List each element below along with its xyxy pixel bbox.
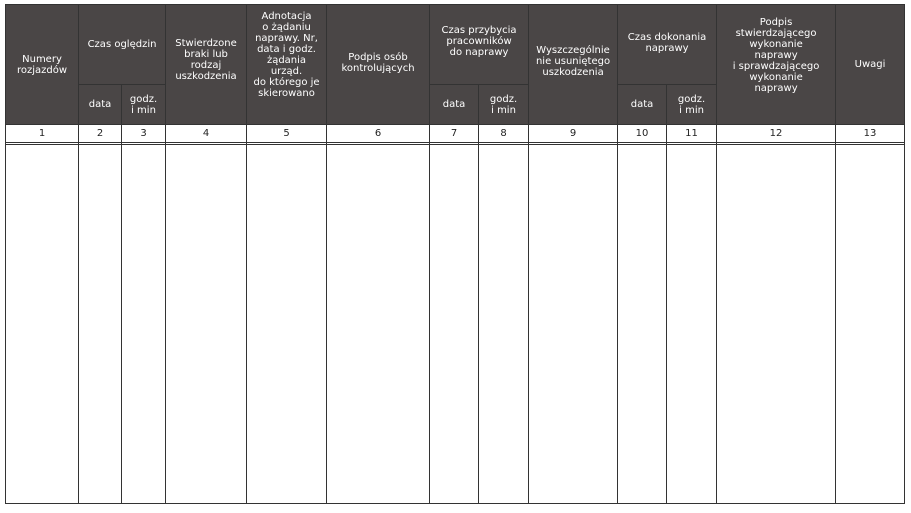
entry-cell-numery-rozjazdow[interactable]: [6, 145, 79, 504]
entry-cell-przybycia-godz[interactable]: [479, 145, 529, 504]
entry-cell-stwierdzone-braki[interactable]: [166, 145, 247, 504]
header-podpis-kontrolujacych: Podpis osób kontrolujących: [327, 5, 430, 125]
header-przybycia-data: data: [430, 85, 479, 125]
inspection-log-table: [5, 4, 905, 504]
column-number: 4: [166, 125, 247, 143]
header-czas-ogledzin: Czas oględzin: [79, 5, 166, 85]
column-number: 10: [618, 125, 667, 143]
header-stwierdzone-braki: Stwierdzone braki lub rodzaj uszkodzenia: [166, 5, 247, 125]
column-number: 3: [122, 125, 166, 143]
header-numery-rozjazdow: Numery rozjazdów: [6, 5, 79, 125]
header-podpis-stwierdzajacego: Podpis stwierdzającego wykonanie naprawy i sprawdzającego wykonanie naprawy: [717, 5, 836, 125]
entry-cell-adnotacja[interactable]: [247, 145, 327, 504]
column-number: 13: [836, 125, 905, 143]
column-number: 8: [479, 125, 529, 143]
column-number: 1: [6, 125, 79, 143]
header-dokonania-data: data: [618, 85, 667, 125]
column-number: 5: [247, 125, 327, 143]
entry-cell-ogledzin-godz[interactable]: [122, 145, 166, 504]
column-number: 12: [717, 125, 836, 143]
entry-row: [6, 145, 905, 504]
header-czas-dokonania: Czas dokonania naprawy: [618, 5, 717, 85]
column-number: 7: [430, 125, 479, 143]
entry-cell-dokonania-godz[interactable]: [667, 145, 717, 504]
header-przybycia-godz: godz. i min: [479, 85, 529, 125]
column-number-row: [6, 125, 905, 143]
header-uwagi: Uwagi: [836, 5, 905, 125]
entry-cell-podpis-kontrolujacych[interactable]: [327, 145, 430, 504]
column-number: 9: [529, 125, 618, 143]
entry-cell-wyszczegolnienie[interactable]: [529, 145, 618, 504]
entry-cell-ogledzin-data[interactable]: [79, 145, 122, 504]
header-czas-przybycia: Czas przybycia pracowników do naprawy: [430, 5, 529, 85]
entry-cell-uwagi[interactable]: [836, 145, 905, 504]
header-ogledzin-godz: godz. i min: [122, 85, 166, 125]
header-ogledzin-data: data: [79, 85, 122, 125]
entry-cell-przybycia-data[interactable]: [430, 145, 479, 504]
entry-cell-dokonania-data[interactable]: [618, 145, 667, 504]
entry-cell-podpis-stwierdzajacego[interactable]: [717, 145, 836, 504]
column-number: 11: [667, 125, 717, 143]
header-wyszczegolnienie: Wyszczególnie nie usuniętego uszkodzenia: [529, 5, 618, 125]
column-number: 2: [79, 125, 122, 143]
header-adnotacja: Adnotacja o żądaniu naprawy. Nr, data i godz. żądania urząd. do którego je skierowano: [247, 5, 327, 125]
header-dokonania-godz: godz. i min: [667, 85, 717, 125]
column-number: 6: [327, 125, 430, 143]
